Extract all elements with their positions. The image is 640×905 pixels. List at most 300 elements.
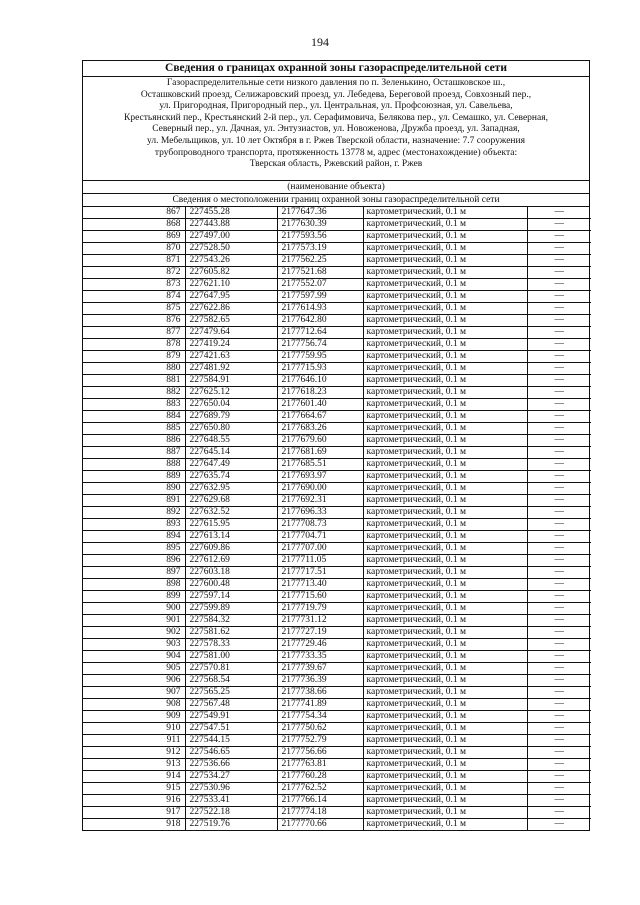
table-row [83,243,591,255]
determination-method: картометрический, 0.1 м [363,387,527,399]
x-coordinate: 227570.81 [185,663,277,675]
x-coordinate: 227625.12 [185,387,277,399]
point-number: 885 [83,423,185,435]
point-number: 870 [83,243,185,255]
empty-value-dash: — [527,471,591,483]
point-number: 915 [83,783,185,795]
x-coordinate: 227568.54 [185,675,277,687]
determination-method: картометрический, 0.1 м [363,411,527,423]
empty-value-dash: — [527,447,591,459]
determination-method: картометрический, 0.1 м [363,627,527,639]
table-row [83,387,591,399]
determination-method: картометрический, 0.1 м [363,291,527,303]
point-number: 878 [83,339,185,351]
empty-value-dash: — [527,723,591,735]
determination-method: картометрический, 0.1 м [363,807,527,819]
x-coordinate: 227647.49 [185,459,277,471]
determination-method: картометрический, 0.1 м [363,207,527,219]
x-coordinate: 227632.95 [185,483,277,495]
table-row [83,615,591,627]
determination-method: картометрический, 0.1 м [363,723,527,735]
y-coordinate: 2177729.46 [277,639,363,651]
empty-value-dash: — [527,591,591,603]
x-coordinate: 227599.89 [185,603,277,615]
determination-method: картометрический, 0.1 м [363,327,527,339]
y-coordinate: 2177770.66 [277,819,363,831]
empty-value-dash: — [527,315,591,327]
y-coordinate: 2177681.69 [277,447,363,459]
determination-method: картометрический, 0.1 м [363,363,527,375]
point-number: 879 [83,351,185,363]
boundary-table-frame [82,60,590,831]
determination-method: картометрический, 0.1 м [363,351,527,363]
point-number: 906 [83,675,185,687]
point-number: 901 [83,615,185,627]
determination-method: картометрический, 0.1 м [363,423,527,435]
y-coordinate: 2177708.73 [277,519,363,531]
empty-value-dash: — [527,435,591,447]
point-number: 898 [83,579,185,591]
y-coordinate: 2177733.35 [277,651,363,663]
y-coordinate: 2177521.68 [277,267,363,279]
determination-method: картометрический, 0.1 м [363,783,527,795]
x-coordinate: 227547.51 [185,723,277,735]
x-coordinate: 227600.48 [185,579,277,591]
empty-value-dash: — [527,303,591,315]
determination-method: картометрический, 0.1 м [363,747,527,759]
point-number: 877 [83,327,185,339]
y-coordinate: 2177727.19 [277,627,363,639]
determination-method: картометрический, 0.1 м [363,375,527,387]
determination-method: картометрический, 0.1 м [363,735,527,747]
determination-method: картометрический, 0.1 м [363,543,527,555]
table-row [83,747,591,759]
table-row [83,351,591,363]
empty-value-dash: — [527,519,591,531]
x-coordinate: 227536.66 [185,759,277,771]
table-row [83,327,591,339]
empty-value-dash: — [527,603,591,615]
y-coordinate: 2177642.80 [277,315,363,327]
determination-method: картометрический, 0.1 м [363,579,527,591]
y-coordinate: 2177774.18 [277,807,363,819]
point-number: 883 [83,399,185,411]
table-row [83,267,591,279]
y-coordinate: 2177646.10 [277,375,363,387]
empty-value-dash: — [527,351,591,363]
table-row [83,399,591,411]
empty-value-dash: — [527,735,591,747]
empty-value-dash: — [527,483,591,495]
coordinates-table-body [83,207,591,830]
table-row [83,795,591,807]
table-row [83,771,591,783]
x-coordinate: 227543.26 [185,255,277,267]
determination-method: картометрический, 0.1 м [363,267,527,279]
table-row [83,255,591,267]
empty-value-dash: — [527,711,591,723]
determination-method: картометрический, 0.1 м [363,219,527,231]
point-number: 907 [83,687,185,699]
determination-method: картометрический, 0.1 м [363,231,527,243]
empty-value-dash: — [527,411,591,423]
empty-value-dash: — [527,459,591,471]
y-coordinate: 2177573.19 [277,243,363,255]
empty-value-dash: — [527,531,591,543]
y-coordinate: 2177664.67 [277,411,363,423]
y-coordinate: 2177717.51 [277,567,363,579]
description-line: ул. Мебельщиков, ул. 10 лет Октября в г. Ржев Тверской области, назначение: 7.7 сооружения [147,135,525,146]
x-coordinate: 227603.18 [185,567,277,579]
determination-method: картометрический, 0.1 м [363,711,527,723]
determination-method: картометрический, 0.1 м [363,399,527,411]
y-coordinate: 2177683.26 [277,423,363,435]
determination-method: картометрический, 0.1 м [363,315,527,327]
y-coordinate: 2177712.64 [277,327,363,339]
empty-value-dash: — [527,423,591,435]
table-row [83,315,591,327]
table-row [83,759,591,771]
table-row [83,495,591,507]
empty-value-dash: — [527,747,591,759]
point-number: 890 [83,483,185,495]
empty-value-dash: — [527,615,591,627]
point-number: 872 [83,267,185,279]
y-coordinate: 2177704.71 [277,531,363,543]
empty-value-dash: — [527,663,591,675]
x-coordinate: 227497.00 [185,231,277,243]
x-coordinate: 227530.96 [185,783,277,795]
determination-method: картометрический, 0.1 м [363,495,527,507]
x-coordinate: 227613.14 [185,531,277,543]
y-coordinate: 2177713.40 [277,579,363,591]
determination-method: картометрический, 0.1 м [363,795,527,807]
table-row [83,471,591,483]
point-number: 880 [83,363,185,375]
determination-method: картометрический, 0.1 м [363,339,527,351]
determination-method: картометрический, 0.1 м [363,591,527,603]
y-coordinate: 2177738.66 [277,687,363,699]
empty-value-dash: — [527,327,591,339]
point-number: 889 [83,471,185,483]
determination-method: картометрический, 0.1 м [363,663,527,675]
point-number: 916 [83,795,185,807]
x-coordinate: 227534.27 [185,771,277,783]
y-coordinate: 2177614.93 [277,303,363,315]
y-coordinate: 2177693.97 [277,471,363,483]
y-coordinate: 2177679.60 [277,435,363,447]
empty-value-dash: — [527,243,591,255]
empty-value-dash: — [527,375,591,387]
point-number: 905 [83,663,185,675]
point-number: 868 [83,219,185,231]
point-number: 884 [83,411,185,423]
table-row [83,783,591,795]
table-row [83,723,591,735]
table-row [83,663,591,675]
determination-method: картометрический, 0.1 м [363,303,527,315]
point-number: 873 [83,279,185,291]
empty-value-dash: — [527,783,591,795]
table-row [83,543,591,555]
y-coordinate: 2177707.00 [277,543,363,555]
table-row [83,639,591,651]
x-coordinate: 227481.92 [185,363,277,375]
empty-value-dash: — [527,771,591,783]
determination-method: картометрический, 0.1 м [363,699,527,711]
table-row [83,687,591,699]
x-coordinate: 227689.79 [185,411,277,423]
x-coordinate: 227615.95 [185,519,277,531]
y-coordinate: 2177685.51 [277,459,363,471]
point-number: 902 [83,627,185,639]
y-coordinate: 2177763.81 [277,759,363,771]
x-coordinate: 227612.69 [185,555,277,567]
y-coordinate: 2177756.66 [277,747,363,759]
empty-value-dash: — [527,495,591,507]
table-row [83,207,591,219]
empty-value-dash: — [527,567,591,579]
description-line: Газораспределительные сети низкого давления по п. Зеленькино, Осташковское ш., [166,78,506,88]
point-number: 894 [83,531,185,543]
determination-method: картометрический, 0.1 м [363,639,527,651]
table-row [83,279,591,291]
x-coordinate: 227621.10 [185,279,277,291]
y-coordinate: 2177711.05 [277,555,363,567]
table-row [83,711,591,723]
point-number: 900 [83,603,185,615]
point-number: 875 [83,303,185,315]
y-coordinate: 2177736.39 [277,675,363,687]
empty-value-dash: — [527,795,591,807]
table-row [83,363,591,375]
y-coordinate: 2177552.07 [277,279,363,291]
empty-value-dash: — [527,219,591,231]
coordinates-table [83,207,591,830]
table-row [83,219,591,231]
x-coordinate: 227650.04 [185,399,277,411]
point-number: 896 [83,555,185,567]
determination-method: картометрический, 0.1 м [363,687,527,699]
table-row [83,579,591,591]
table-row [83,807,591,819]
y-coordinate: 2177593.56 [277,231,363,243]
point-number: 903 [83,639,185,651]
empty-value-dash: — [527,639,591,651]
determination-method: картометрический, 0.1 м [363,471,527,483]
determination-method: картометрический, 0.1 м [363,567,527,579]
empty-value-dash: — [527,651,591,663]
table-row [83,699,591,711]
y-coordinate: 2177690.00 [277,483,363,495]
table-row [83,819,591,831]
x-coordinate: 227582.65 [185,315,277,327]
x-coordinate: 227533.41 [185,795,277,807]
empty-value-dash: — [527,387,591,399]
point-number: 904 [83,651,185,663]
table-row [83,591,591,603]
x-coordinate: 227647.95 [185,291,277,303]
determination-method: картометрический, 0.1 м [363,507,527,519]
point-number: 881 [83,375,185,387]
table-row [83,603,591,615]
y-coordinate: 2177562.25 [277,255,363,267]
y-coordinate: 2177739.67 [277,663,363,675]
empty-value-dash: — [527,579,591,591]
point-number: 869 [83,231,185,243]
table-row [83,339,591,351]
location-subheading: Сведения о местоположении границ охранной зоны газораспределительной сети [83,194,589,207]
x-coordinate: 227629.68 [185,495,277,507]
document-title: Сведения о границах охранной зоны газораспределительной сети [83,61,589,77]
point-number: 888 [83,459,185,471]
description-line: Северный пер., ул. Дачная, ул. Энтузиастов, ул. Новоженова, Дружба проезд, ул. Западная, [152,124,520,135]
table-row [83,423,591,435]
empty-value-dash: — [527,207,591,219]
x-coordinate: 227479.64 [185,327,277,339]
point-number: 918 [83,819,185,831]
point-number: 911 [83,735,185,747]
empty-value-dash: — [527,807,591,819]
y-coordinate: 2177647.36 [277,207,363,219]
table-row [83,651,591,663]
point-number: 893 [83,519,185,531]
empty-value-dash: — [527,699,591,711]
x-coordinate: 227584.91 [185,375,277,387]
empty-value-dash: — [527,339,591,351]
y-coordinate: 2177762.52 [277,783,363,795]
determination-method: картометрический, 0.1 м [363,651,527,663]
table-row [83,447,591,459]
table-row [83,303,591,315]
page-number: 194 [311,35,329,49]
table-row [83,435,591,447]
x-coordinate: 227635.74 [185,471,277,483]
x-coordinate: 227609.86 [185,543,277,555]
x-coordinate: 227421.63 [185,351,277,363]
y-coordinate: 2177759.95 [277,351,363,363]
determination-method: картометрический, 0.1 м [363,603,527,615]
point-number: 871 [83,255,185,267]
x-coordinate: 227581.62 [185,627,277,639]
determination-method: картометрический, 0.1 м [363,819,527,831]
y-coordinate: 2177618.23 [277,387,363,399]
table-row [83,231,591,243]
determination-method: картометрический, 0.1 м [363,435,527,447]
x-coordinate: 227443.88 [185,219,277,231]
table-row [83,675,591,687]
empty-value-dash: — [527,555,591,567]
object-name-caption: (наименование объекта) [83,181,589,194]
y-coordinate: 2177731.12 [277,615,363,627]
empty-value-dash: — [527,759,591,771]
empty-value-dash: — [527,399,591,411]
y-coordinate: 2177601.40 [277,399,363,411]
determination-method: картометрический, 0.1 м [363,531,527,543]
point-number: 914 [83,771,185,783]
empty-value-dash: — [527,507,591,519]
point-number: 867 [83,207,185,219]
x-coordinate: 227605.82 [185,267,277,279]
y-coordinate: 2177760.28 [277,771,363,783]
empty-value-dash: — [527,687,591,699]
table-row [83,291,591,303]
x-coordinate: 227565.25 [185,687,277,699]
y-coordinate: 2177752.79 [277,735,363,747]
empty-value-dash: — [527,363,591,375]
point-number: 876 [83,315,185,327]
x-coordinate: 227584.32 [185,615,277,627]
x-coordinate: 227567.48 [185,699,277,711]
empty-value-dash: — [527,675,591,687]
x-coordinate: 227597.14 [185,591,277,603]
y-coordinate: 2177597.99 [277,291,363,303]
point-number: 882 [83,387,185,399]
x-coordinate: 227528.50 [185,243,277,255]
empty-value-dash: — [527,267,591,279]
point-number: 913 [83,759,185,771]
point-number: 892 [83,507,185,519]
table-row [83,627,591,639]
table-row [83,735,591,747]
point-number: 912 [83,747,185,759]
empty-value-dash: — [527,543,591,555]
determination-method: картометрический, 0.1 м [363,447,527,459]
x-coordinate: 227622.86 [185,303,277,315]
point-number: 895 [83,543,185,555]
point-number: 917 [83,807,185,819]
empty-value-dash: — [527,627,591,639]
table-row [83,411,591,423]
table-row [83,483,591,495]
x-coordinate: 227519.76 [185,819,277,831]
determination-method: картометрический, 0.1 м [363,519,527,531]
description-line: Крестьянский пер., Крестьянский 2-й пер., ул. Серафимовича, Белякова пер., ул. Семашко, ул. Северная, [124,112,548,123]
determination-method: картометрический, 0.1 м [363,459,527,471]
x-coordinate: 227549.91 [185,711,277,723]
determination-method: картометрический, 0.1 м [363,771,527,783]
table-row [83,507,591,519]
y-coordinate: 2177715.60 [277,591,363,603]
empty-value-dash: — [527,231,591,243]
point-number: 887 [83,447,185,459]
x-coordinate: 227632.52 [185,507,277,519]
x-coordinate: 227522.18 [185,807,277,819]
x-coordinate: 227455.28 [185,207,277,219]
x-coordinate: 227419.24 [185,339,277,351]
empty-value-dash: — [527,819,591,831]
x-coordinate: 227648.55 [185,435,277,447]
determination-method: картометрический, 0.1 м [363,483,527,495]
table-row [83,567,591,579]
determination-method: картометрический, 0.1 м [363,243,527,255]
table-row [83,531,591,543]
determination-method: картометрический, 0.1 м [363,759,527,771]
description-line: Осташковский проезд, Селижаровский проезд, ул. Лебедева, Береговой проезд, Совхозный пер., [140,89,532,100]
point-number: 910 [83,723,185,735]
table-row [83,555,591,567]
description-line: Тверская область, Ржевский район, г. Ржев [249,159,423,170]
y-coordinate: 2177741.89 [277,699,363,711]
y-coordinate: 2177715.93 [277,363,363,375]
point-number: 899 [83,591,185,603]
point-number: 908 [83,699,185,711]
y-coordinate: 2177696.33 [277,507,363,519]
table-row [83,375,591,387]
x-coordinate: 227650.80 [185,423,277,435]
y-coordinate: 2177692.31 [277,495,363,507]
table-row [83,459,591,471]
